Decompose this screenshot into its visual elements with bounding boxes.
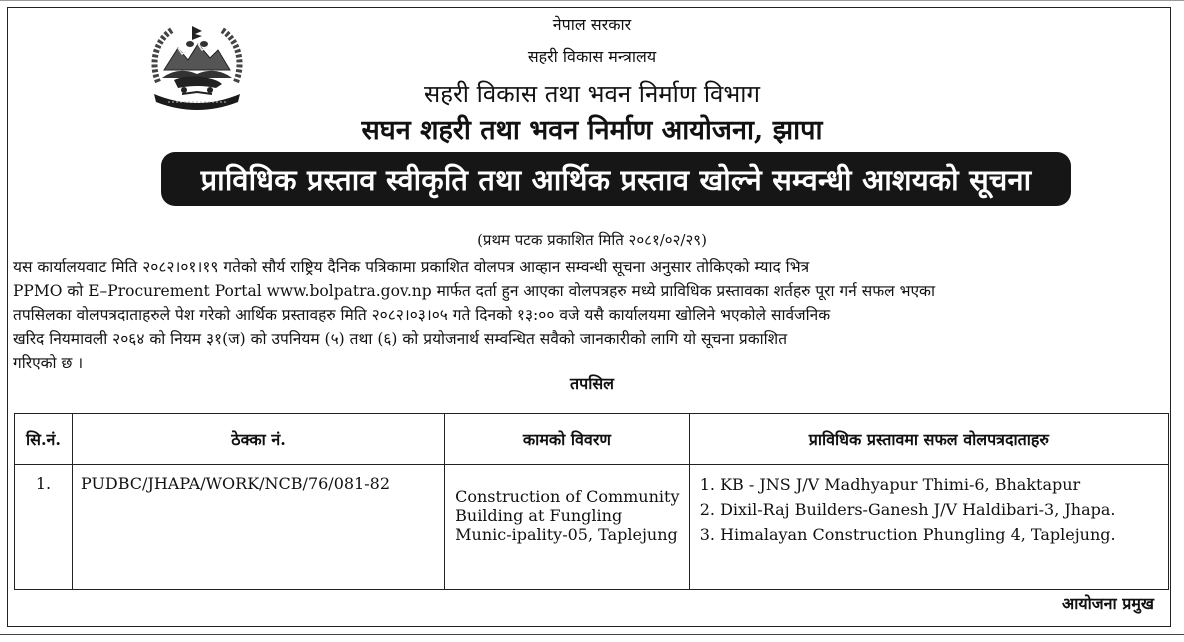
table-header-row xyxy=(15,414,1169,465)
cell-serial: 1. xyxy=(15,465,73,590)
body-line-5: गरिएको छ । xyxy=(13,354,84,372)
body-line-3: तपसिलका वोलपत्रदाताहरुले पेश गरेको आर्थिक प्रस्तावहरु मिति २०८२।०३।०५ गते दिनको १३:०० वजे यसै कार्यालयमा खोलिने भएकोले सार्वजनिक xyxy=(13,306,831,324)
table-row xyxy=(15,465,1169,590)
bottom-rule xyxy=(0,634,1184,635)
body-line-2: PPMO को E–Procurement Portal www.bolpatra.gov.np मार्फत दर्ता हुन आएका वोलपत्रहरु मध्ये प्राविधिक प्रस्तावका शर्तहरु पूरा गर्न सफल भएका xyxy=(13,282,935,300)
cell-work-description: Construction of Community Building at Fungling Munic-ipality-05, Taplejung xyxy=(445,465,690,590)
header-ministry: सहरी विकास मन्त्रालय xyxy=(527,47,657,66)
signature-project-chief: आयोजना प्रमुख xyxy=(1061,594,1154,613)
header-contract-no: ठेक्का नं. xyxy=(72,414,444,465)
top-rule xyxy=(0,0,1184,1)
header-government: नेपाल सरकार xyxy=(552,15,632,34)
bidder-item: 1. KB - JNS J/V Madhyapur Thimi-6, Bhaktapur xyxy=(699,475,1081,494)
publication-note: (प्रथम पटक प्रकाशित मिति २०८१/०२/२९) xyxy=(477,231,707,249)
header-project: सघन शहरी तथा भवन निर्माण आयोजना, झापा xyxy=(361,115,823,146)
notice-title: प्राविधिक प्रस्ताव स्वीकृति तथा आर्थिक प्रस्ताव खोल्ने सम्वन्धी आशयको सूचना xyxy=(200,162,1032,197)
header-work-description: कामको विवरण xyxy=(445,414,690,465)
notice-title-banner xyxy=(161,152,1071,206)
body-line-1: यस कार्यालयवाट मिति २०८२।०१।१९ गतेको सौर्य राष्ट्रिय दैनिक पत्रिकामा प्रकाशित वोलपत्र आव्हान सम्वन्धी सूचना अनुसार तोकिएको म्याद भित्र xyxy=(13,258,810,276)
bidder-item: 2. Dixil-Raj Builders-Ganesh J/V Haldibari-3, Jhapa. xyxy=(699,500,1116,519)
cell-bidders xyxy=(689,465,1168,590)
cell-contract-no: PUDBC/JHAPA/WORK/NCB/76/081-82 xyxy=(72,465,444,590)
bidders-table xyxy=(14,413,1169,590)
header-successful-bidders: प्राविधिक प्रस्तावमा सफल वोलपत्रदाताहरु xyxy=(689,414,1168,465)
header-department: सहरी विकास तथा भवन निर्माण विभाग xyxy=(424,80,760,108)
header-serial: सि.नं. xyxy=(15,414,73,465)
table-caption: तपसिल xyxy=(569,374,615,393)
bidder-item: 3. Himalayan Construction Phungling 4, Taplejung. xyxy=(699,525,1116,544)
body-line-4: खरिद नियमावली २०६४ को नियम ३१(ज) को उपनियम (५) तथा (६) को प्रयोजनार्थ सम्वन्धित सवैको जानकारीको लागि यो सूचना प्रकाशित xyxy=(13,330,788,348)
